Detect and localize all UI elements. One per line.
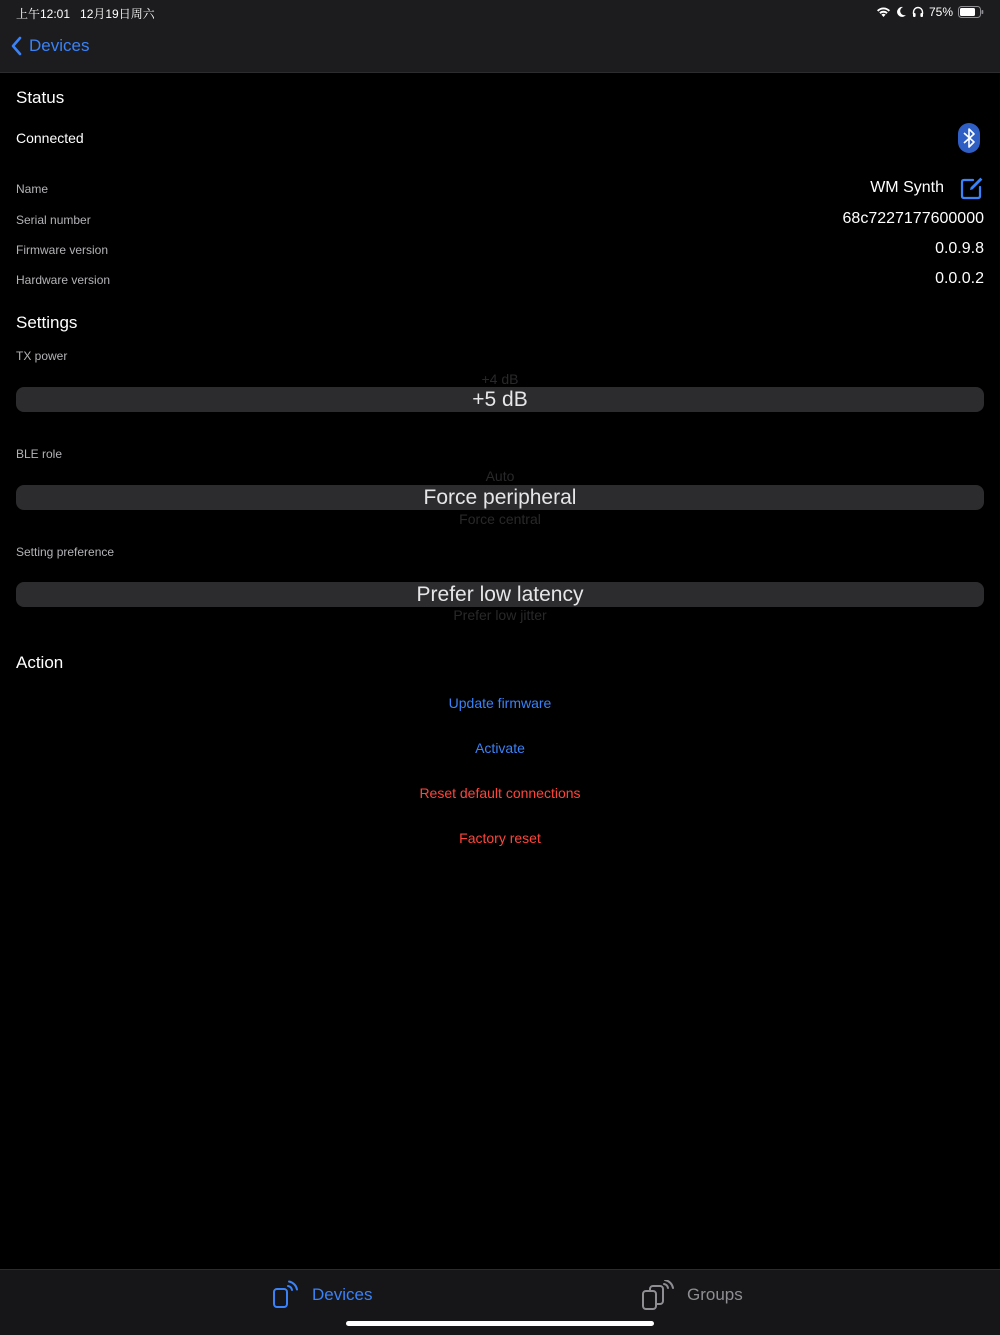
serial-number-value: 68c7227177600000 <box>842 210 984 227</box>
navigation-bar <box>0 24 1000 73</box>
battery-icon <box>958 6 984 18</box>
status-bar <box>0 0 1000 24</box>
moon-icon <box>896 6 907 18</box>
factory-reset-button[interactable]: Factory reset <box>459 830 541 846</box>
back-button[interactable] <box>10 36 89 56</box>
reset-default-connections-button[interactable]: Reset default connections <box>419 785 581 801</box>
setting-preference-picker[interactable] <box>16 557 984 627</box>
edit-icon[interactable] <box>959 175 985 206</box>
picker-option-above[interactable]: Auto <box>485 468 515 484</box>
headphones-icon <box>912 6 924 18</box>
action-section-title: Action <box>16 653 64 672</box>
home-indicator <box>346 1321 654 1326</box>
battery-percent: 75% <box>928 5 953 19</box>
chevron-left-icon <box>10 36 23 56</box>
back-button-label: Devices <box>29 36 90 55</box>
tx-power-label: TX power <box>16 349 68 363</box>
firmware-version-label: Firmware version <box>16 243 109 257</box>
picker-selected-option[interactable]: +5 dB <box>472 388 528 411</box>
settings-section-title: Settings <box>16 313 78 332</box>
device-group-icon <box>641 1280 675 1310</box>
update-firmware-button[interactable]: Update firmware <box>448 695 552 711</box>
picker-option-above[interactable]: +4 dB <box>481 371 519 387</box>
firmware-version-value: 0.0.9.8 <box>935 240 984 257</box>
hardware-version-value: 0.0.0.2 <box>935 270 984 287</box>
name-label: Name <box>16 182 49 196</box>
picker-selected-option[interactable]: Force peripheral <box>423 486 577 509</box>
tab-groups-label: Groups <box>687 1285 743 1304</box>
device-name-value: WM Synth <box>870 179 944 196</box>
status-section-title: Status <box>16 88 65 107</box>
bluetooth-icon[interactable] <box>958 123 980 158</box>
tab-devices-label: Devices <box>312 1285 373 1304</box>
tab-devices[interactable] <box>272 1280 372 1310</box>
setting-preference-label: Setting preference <box>16 545 115 559</box>
tab-groups[interactable] <box>641 1280 743 1310</box>
ble-role-label: BLE role <box>16 447 63 461</box>
device-signal-icon <box>272 1280 300 1310</box>
wifi-icon <box>876 6 891 18</box>
picker-selected-option[interactable]: Prefer low latency <box>416 583 584 606</box>
status-icons <box>876 5 984 19</box>
connection-status: Connected <box>16 130 84 146</box>
hardware-version-label: Hardware version <box>16 273 111 287</box>
tx-power-picker[interactable] <box>16 362 984 432</box>
status-time-date: 上午12:01 12月19日周六 <box>16 7 155 21</box>
ble-role-picker[interactable] <box>16 460 984 530</box>
picker-option-below[interactable]: Prefer low jitter <box>453 607 547 623</box>
serial-number-label: Serial number <box>16 213 91 227</box>
activate-button[interactable]: Activate <box>475 740 525 756</box>
picker-option-below[interactable]: Force central <box>459 511 541 527</box>
